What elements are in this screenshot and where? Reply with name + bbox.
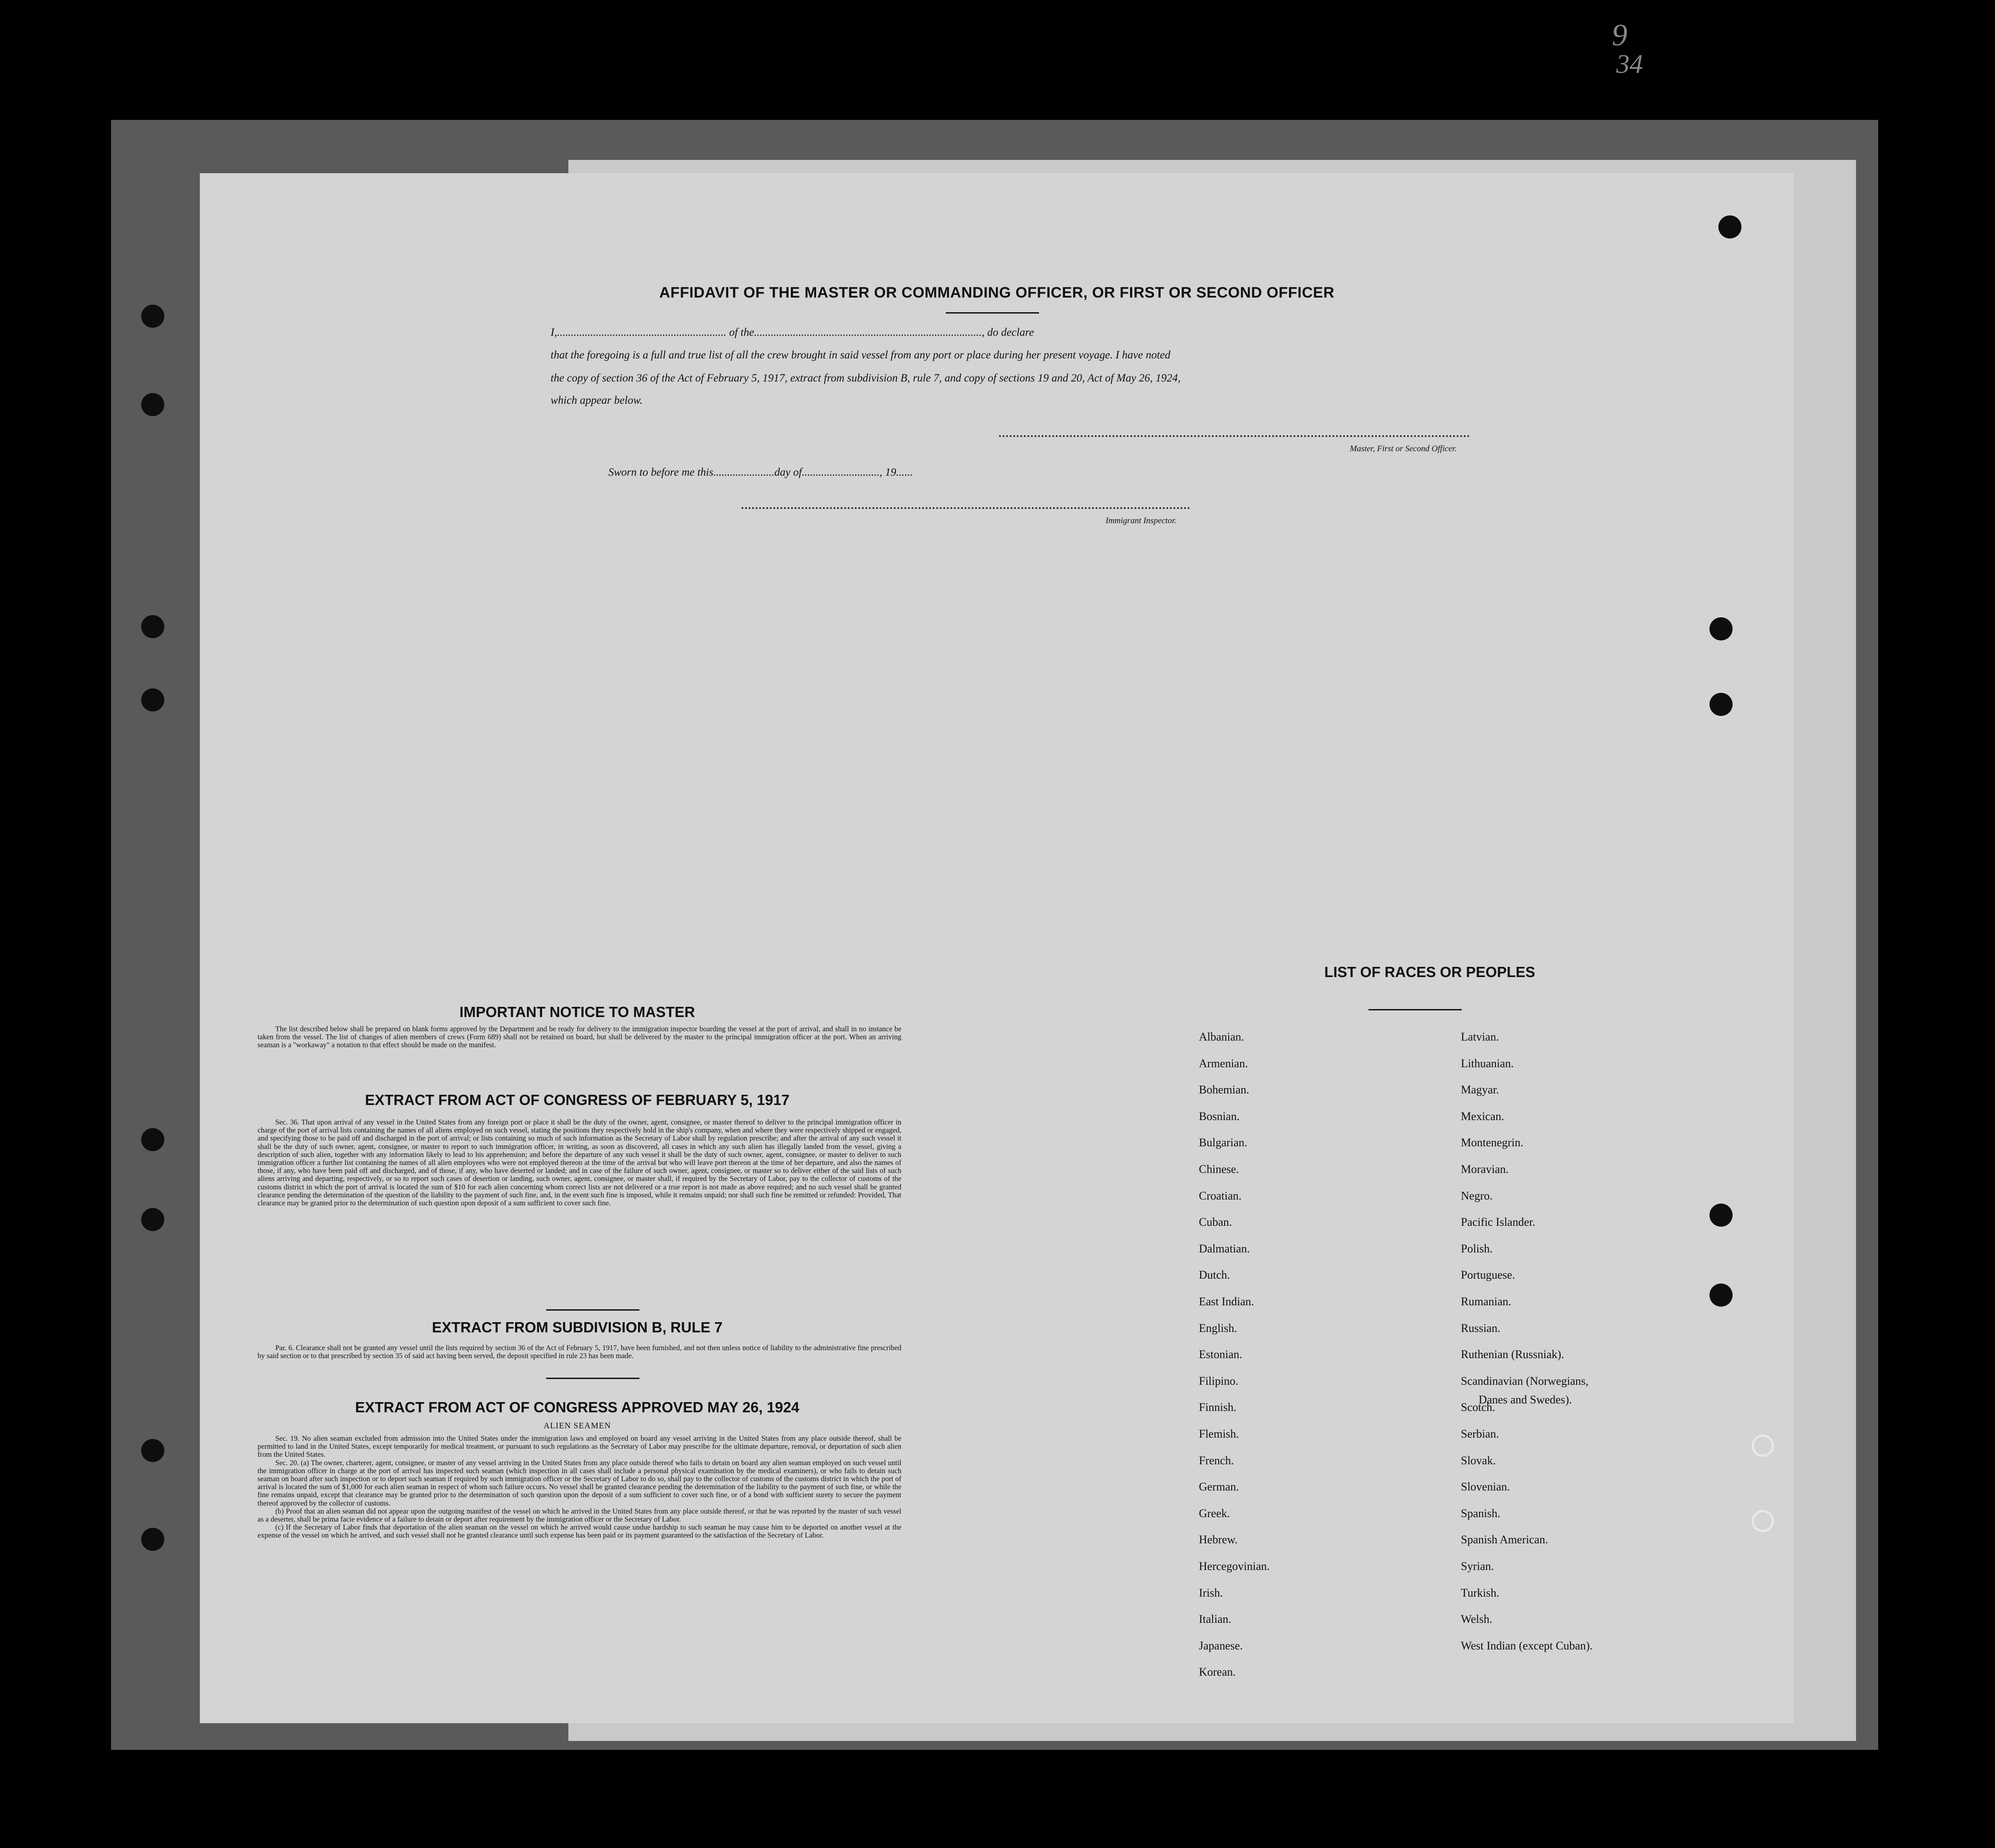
race-entry: Spanish American. — [1461, 1533, 1548, 1546]
race-entry: Negro. — [1461, 1189, 1493, 1202]
extract-1924-paragraph: (c) If the Secretary of Labor finds that deportation of the alien seaman on the vessel on which he arrived would cause undue hardship to such seaman he may cause him to be deported on another vessel at the expense of the vessel on which he arrived, and such vessel shall not be granted clearance until such expense has been paid or its payment guaranteed to the satisfaction of the Secretary of Labor. — [258, 1523, 901, 1540]
race-entry: French. — [1199, 1454, 1234, 1467]
race-entry: Moravian. — [1461, 1163, 1509, 1176]
race-entry: Bulgarian. — [1199, 1136, 1248, 1149]
race-entry: Hercegovinian. — [1199, 1560, 1270, 1573]
race-entry: Irish. — [1199, 1586, 1223, 1599]
race-entry: Bohemian. — [1199, 1083, 1249, 1097]
race-entry: Albanian. — [1199, 1030, 1244, 1043]
binder-hole — [141, 615, 164, 638]
binder-hole — [1752, 1435, 1774, 1457]
inspector-caption: Immigrant Inspector. — [1106, 516, 1177, 525]
race-entry: Scandinavian (Norwegians, — [1461, 1374, 1589, 1387]
extract-1924-paragraph: (b) Proof that an alien seaman did not appear upon the outgoing manifest of the vessel on which he arrived in the United States from any place outside thereof, or that he was reported by the master of such vessel as a deserter, shall be prima facie evidence of a failure to detain or deport after requirement by the immigration officer or the Secretary of Labor. — [258, 1506, 901, 1524]
race-entry: Turkish. — [1461, 1586, 1499, 1599]
binder-hole — [141, 1439, 164, 1462]
master-signature-line — [999, 435, 1470, 437]
race-entry: Pacific Islander. — [1461, 1216, 1535, 1229]
extract-rule7-paragraph: Par. 6. Clearance shall not be granted any vessel until the lists required by section 36 of the Act of February 5, 1917, have been furnished, and not then unless notice of liability to the administrative fine prescribed by said section or to that prescribed by section 35 of said act having been served, the deposit specified in rule 23 has been made. — [258, 1343, 901, 1360]
extract-rule7-text — [258, 1344, 901, 1360]
race-entry: Korean. — [1199, 1665, 1236, 1679]
race-entry: Flemish. — [1199, 1427, 1239, 1440]
affidavit-line: that the foregoing is a full and true list of all the crew brought in said vessel from any port or place during her present voyage. I have noted — [551, 349, 1170, 361]
extract-1917-title: EXTRACT FROM ACT OF CONGRESS OF FEBRUARY 5, 1917 — [365, 1092, 789, 1108]
race-entry: Scotch. — [1461, 1401, 1495, 1414]
race-entry: Montenegrin. — [1461, 1136, 1523, 1149]
race-entry: Chinese. — [1199, 1163, 1239, 1176]
sworn-line: Sworn to before me this......................day of............................, 19...... — [608, 466, 913, 478]
binder-hole — [1709, 1284, 1733, 1307]
master-caption: Master, First or Second Officer. — [1350, 444, 1457, 453]
race-entry: East Indian. — [1199, 1295, 1254, 1308]
race-entry: Filipino. — [1199, 1374, 1238, 1387]
race-entry: Slovenian. — [1461, 1480, 1510, 1494]
binder-hole — [141, 305, 164, 328]
binder-hole — [141, 688, 164, 711]
binder-hole — [141, 393, 164, 416]
race-entry: Serbian. — [1461, 1427, 1499, 1440]
race-entry: Portuguese. — [1461, 1268, 1515, 1282]
extract-1917-paragraph: Sec. 36. That upon arrival of any vessel in the United States from any foreign port or place it shall be the duty of the owner, agent, consignee, or master thereof to deliver to the principal immigration officer in charge of the port of arrival lists containing the names of all aliens employed on such vessel, stating the positions they respectively hold in the ship's company, when and where they were respectively shipped or engaged, and specifying those to be paid off and discharged in the port of arrival; or lists containing so much of such information as the Secretary of Labor shall by regulation prescribe; and after the arrival of any such vessel it shall be the duty of such owner, agent, consignee, or master to report to such immigration officer, in writing, as soon as discovered, all cases in which any such alien has illegally landed from the vessel, giving a description of such alien, together with any information likely to lead to his apprehension; and before the departure of any such vessel it shall be the duty of such owner, agent, consignee, or master to deliver to such immigration officer a further list containing the names of all alien employees who were not employed thereon at the time of the arrival but who will leave port thereon at the time of her departure, and also the names of those, if any, who have been paid off and discharged, and of those, if any, who have deserted or landed; and in case of the failure of such owner, agent, consignee, or master so to deliver either of the said lists of such aliens arriving and departing, respectively, or so to report such cases of desertion or landing, such owner, agent, consignee, or master shall, if required by the Secretary of Labor, pay to the collector of customs of the customs district in which the port of arrival is located the sum of $10 for each alien concerning whom correct lists are not delivered or a true report is not made as above required; and no such vessel shall be granted clearance pending the determination of the question of the liability to the payment of such fine, and, in the event such fine is imposed, while it remains unpaid; nor shall such fine be remitted or refunded: Provided, That clearance may be granted prior to the determination of such question upon deposit of a sum sufficient to cover such fine. — [258, 1118, 901, 1208]
extract-rule7-title: EXTRACT FROM SUBDIVISION B, RULE 7 — [432, 1319, 723, 1335]
affidavit-line: the copy of section 36 of the Act of February 5, 1917, extract from subdivision B, rule 7, and copy of sections 19 and 20, Act of May 26, 1924, — [551, 372, 1181, 384]
binder-hole — [1752, 1510, 1774, 1532]
race-entry: Polish. — [1461, 1242, 1493, 1255]
race-entry: Lithuanian. — [1461, 1057, 1514, 1070]
binder-hole — [141, 1128, 164, 1151]
binder-hole — [1709, 617, 1733, 640]
affidavit-line: which appear below. — [551, 394, 643, 406]
race-entry: Italian. — [1199, 1613, 1231, 1626]
race-entry: Welsh. — [1461, 1613, 1492, 1626]
extract-1924-subtitle: ALIEN SEAMEN — [543, 1421, 611, 1431]
handwritten-folio-mark: 9 — [1612, 18, 1627, 52]
affidavit-line: I,............................................................. of the.................................................................................., do declare — [551, 326, 1034, 338]
race-entry: English. — [1199, 1321, 1237, 1335]
affidavit-title: AFFIDAVIT OF THE MASTER OR COMMANDING OFFICER, OR FIRST OR SECOND OFFICER — [659, 284, 1335, 301]
race-entry: Slovak. — [1461, 1454, 1496, 1467]
race-entry: Russian. — [1461, 1321, 1500, 1335]
race-entry: Bosnian. — [1199, 1109, 1240, 1123]
notice-title: IMPORTANT NOTICE TO MASTER — [459, 1004, 695, 1020]
race-entry: Hebrew. — [1199, 1533, 1238, 1546]
race-entry: Spanish. — [1461, 1506, 1500, 1520]
extract-1924-paragraph: Sec. 20. (a) The owner, charterer, agent, consignee, or master of any vessel arriving in the United States from any place outside thereof who fails to detain on board any alien seaman employed on such vessel until the immigration officer in charge at the port of arrival has inspected such seaman (which inspection in all cases shall include a personal physical examination by the medical examiners), or who fails to detain such seaman on board after such inspection or to deport such seaman if required by such immigration officer or the Secretary of Labor to do so, shall pay to the collector of customs of the customs district in which the port of arrival is located the sum of $1,000 for each alien seaman in respect of whom such failure occurs. No vessel shall be granted clearance pending the determination of the liability to the payment of such fine, or while the fine remains unpaid, except that clearance may be granted prior to the determination of such question upon the deposit of a sum sufficient to cover such fine, or of a bond with sufficient surety to secure the payment thereof approved by the collector of customs. — [258, 1458, 901, 1507]
race-entry: Cuban. — [1199, 1216, 1232, 1229]
race-entry: Dalmatian. — [1199, 1242, 1250, 1255]
binder-hole — [141, 1528, 164, 1551]
extract-1924-title: EXTRACT FROM ACT OF CONGRESS APPROVED MAY 26, 1924 — [355, 1399, 800, 1415]
inspector-signature-line — [742, 507, 1190, 509]
race-entry: Armenian. — [1199, 1057, 1248, 1070]
race-entry: Finnish. — [1199, 1401, 1237, 1414]
race-entry: Mexican. — [1461, 1109, 1504, 1123]
extract-1924-paragraph: Sec. 19. No alien seaman excluded from admission into the United States under the immigration laws and employed on board any vessel arriving in the United States from any place outside thereof, shall be permitted to land in the United States, except temporarily for medical treatment, or pursuant to such regulations as the Secretary of Labor may prescribe for the ultimate departure, removal, or deportation of such alien from the United States. — [258, 1434, 901, 1459]
race-entry: Japanese. — [1199, 1639, 1243, 1652]
title-rule — [1368, 1009, 1462, 1010]
notice-text — [258, 1025, 901, 1049]
form-page — [200, 173, 1794, 1723]
section-rule — [546, 1309, 639, 1311]
race-entry: Ruthenian (Russniak). — [1461, 1348, 1564, 1361]
binder-hole — [141, 1208, 164, 1231]
race-entry: Syrian. — [1461, 1560, 1494, 1573]
binder-hole — [1709, 693, 1733, 716]
race-entry: West Indian (except Cuban). — [1461, 1639, 1593, 1652]
section-rule — [546, 1378, 639, 1379]
handwritten-number-mark: 34 — [1616, 49, 1643, 79]
notice-paragraph: The list described below shall be prepared on blank forms approved by the Department and be ready for delivery to the immigration inspector boarding the vessel at the port of arrival, and shall in no instance be taken from the vessel. The list of changes of alien members of crews (Form 689) shall not be retained on board, but shall be delivered by the master to the principal immigration officer at the port. When an arriving seaman is a "workaway" a notation to that effect should be made on the manifest. — [258, 1025, 901, 1049]
race-entry: Croatian. — [1199, 1189, 1242, 1202]
race-entry: Greek. — [1199, 1506, 1230, 1520]
race-entry: Magyar. — [1461, 1083, 1499, 1097]
title-rule — [946, 312, 1039, 314]
binder-hole — [1718, 215, 1741, 238]
race-entry: Rumanian. — [1461, 1295, 1511, 1308]
race-entry: German. — [1199, 1480, 1239, 1494]
races-title: LIST OF RACES OR PEOPLES — [1324, 964, 1535, 980]
race-entry: Dutch. — [1199, 1268, 1230, 1282]
race-entry: Latvian. — [1461, 1030, 1499, 1043]
extract-1924-text — [258, 1435, 901, 1540]
extract-1917-text — [258, 1118, 901, 1207]
binder-hole — [1709, 1204, 1733, 1227]
race-entry: Danes and Swedes). — [1479, 1393, 1572, 1406]
race-entry: Estonian. — [1199, 1348, 1242, 1361]
